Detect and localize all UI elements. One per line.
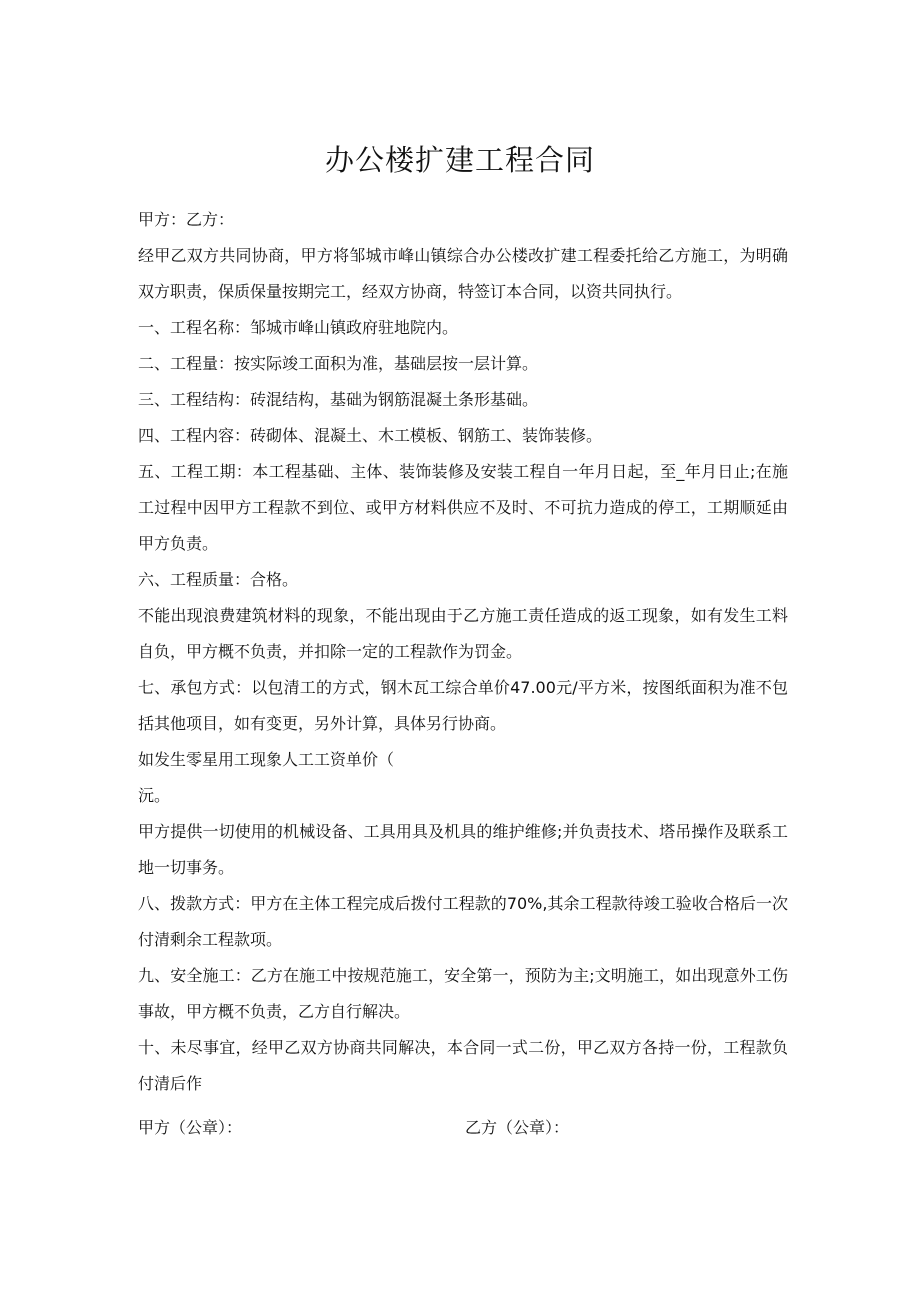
clause-quality: 六、工程质量：合格。 xyxy=(138,570,299,589)
clause-schedule: 五、工程工期：本工程基础、主体、装饰装修及安装工程自一年月日起，至_年月日止;在施工过程中因甲方工程款不到位、或甲方材料供应不及时、不可抗力造成的停工，工期顺延由甲方负责。 xyxy=(138,462,788,553)
clause-contract-method: 七、承包方式：以包清工的方式，钢木瓦工综合单价47.00元/平方米，按图纸面积为准不包括其他项目，如有变更，另外计算，具体另行协商。 xyxy=(138,678,788,733)
party-b-seal-label: 乙方（公章）： xyxy=(465,1118,570,1137)
quality-requirements-paragraph: 不能出现浪费建筑材料的现象，不能出现由于乙方施工责任造成的返工现象，如有发生工料自负，甲方概不负责，并扣除一定的工程款作为罚金。 xyxy=(138,606,788,661)
sporadic-labor-unit-line: 沅。 xyxy=(138,786,171,805)
signature-row xyxy=(138,1110,788,1146)
parties-line: 甲方：乙方： xyxy=(138,210,235,229)
clause-content: 四、工程内容：砖砌体、混凝土、木工模板、钢筋工、装饰装修。 xyxy=(138,426,603,445)
party-a-seal-label: 甲方（公章）： xyxy=(138,1118,243,1137)
clause-payment: 八、拨款方式：甲方在主体工程完成后拨付工程款的70%,其余工程款待竣工验收合格后一次付清剩余工程款项。 xyxy=(138,894,788,949)
clause-project-name: 一、工程名称：邹城市峰山镇政府驻地院内。 xyxy=(138,318,459,337)
clause-safety: 九、安全施工：乙方在施工中按规范施工，安全第一，预防为主;文明施工，如出现意外工伤事故，甲方概不负责，乙方自行解决。 xyxy=(138,966,788,1021)
sporadic-labor-line: 如发生零星用工现象人工工资单价（ xyxy=(138,750,395,769)
clause-structure: 三、工程结构：砖混结构，基础为钢筋混凝土条形基础。 xyxy=(138,390,539,409)
clause-misc: 十、未尽事宜，经甲乙双方协商共同解决，本合同一式二份，甲乙双方各持一份，工程款负付清后作 xyxy=(138,1038,788,1093)
clause-quantity: 二、工程量：按实际竣工面积为准，基础层按一层计算。 xyxy=(138,354,539,373)
contract-body xyxy=(138,202,788,1102)
document-title: 办公楼扩建工程合同 xyxy=(324,143,595,177)
preamble-paragraph: 经甲乙双方共同协商，甲方将邹城市峰山镇综合办公楼改扩建工程委托给乙方施工，为明确双方职责，保质保量按期完工，经双方协商，特签订本合同，以资共同执行。 xyxy=(138,246,788,301)
equipment-paragraph: 甲方提供一切使用的机械设备、工具用具及机具的维护维修;并负责技术、塔吊操作及联系工地一切事务。 xyxy=(138,822,788,877)
